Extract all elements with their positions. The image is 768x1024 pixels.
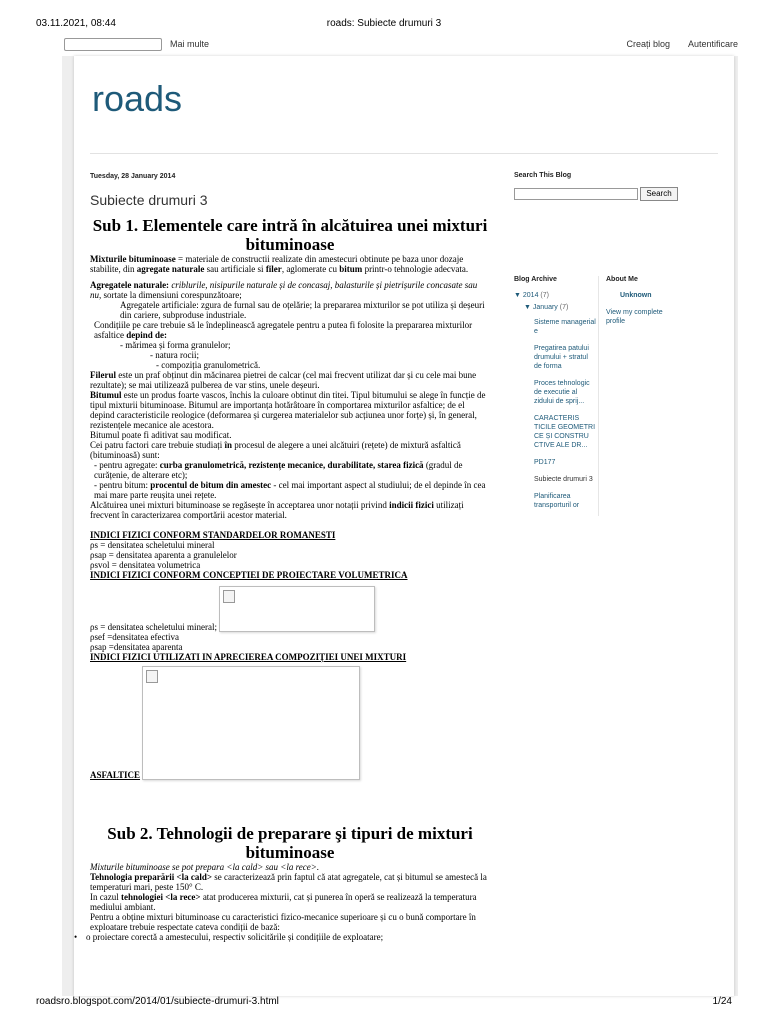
heading-asfaltice: ASFALTICE <box>90 770 141 780</box>
list-item: - natura rocii; <box>150 350 199 360</box>
archive-post-current[interactable]: Subiecte drumuri 3 <box>534 476 593 483</box>
triangle-down-icon[interactable]: ▼ <box>514 292 521 299</box>
formula-image-2 <box>142 666 360 780</box>
blog-content <box>74 56 734 996</box>
print-date: 03.11.2021, 08:44 <box>36 18 116 29</box>
text: (gradul de curățenie, de alterare etc); <box>94 460 463 480</box>
text: sortate la dimensiuni corespunzătoare; <box>101 290 242 300</box>
formula-image-1 <box>219 586 375 632</box>
paragraph-mixturi <box>90 254 490 274</box>
archive-post-link[interactable]: PD177 <box>534 459 556 466</box>
paragraph-bitum-factor <box>90 480 490 500</box>
paragraph-filer <box>90 370 490 390</box>
spacer <box>90 520 490 530</box>
text: este un produs foarte vascos, închis la culoare obtinut din titei. Tipul bitumului se alege în funcție de tipul mixturii bituminoase. Bitumul are importanța hotărâtoare în comportarea mixturilor asfaltice; de el depind caracteristicile reologice (deformarea și curgerea materialelor sub acțiunea unor forțe) și, în general, rezistențele mecanice ale acestora. <box>90 390 486 430</box>
paragraph-bitum-aditivat: Bitumul poate fi aditivat sau modificat. <box>90 430 232 440</box>
text: - cel mai important aspect al studiului; de el depinde în cea mai mare parte reușita unei rețete. <box>94 480 486 500</box>
archive-post-link[interactable]: CARACTERIS TICILE GEOMETRI CE ȘI CONSTRU CTIVE ALE DR... <box>534 415 596 449</box>
text: = materiale de constructii realizate din amestecuri obtinute pe baza unor dozaje stabilite, din <box>90 254 464 274</box>
text-italic: Mixturile bituminoase se pot prepara <la cald> sau <la rece>. <box>90 862 320 872</box>
text: sau artificiale si <box>204 264 266 274</box>
paragraph-bitum <box>90 390 490 430</box>
broken-image-icon <box>223 590 235 603</box>
text: - pentru agregate: <box>94 460 160 470</box>
post-column <box>74 172 490 996</box>
text: Condițiile pe care trebuie să le îndeplinească agregatele pentru a putea fi folosite la prepararea mixturilor asfaltice <box>94 320 473 340</box>
list-item: - compoziția granulometrică. <box>156 360 261 370</box>
archive-post-list <box>534 318 596 518</box>
text-bold: depind de: <box>126 330 167 340</box>
term-agregate-naturale: Agregatele naturale: <box>90 280 170 290</box>
print-title: roads: Subiecte drumuri 3 <box>326 18 442 29</box>
definition-item: ρsap =densitatea aparenta <box>90 642 183 652</box>
figure-row-2 <box>90 666 490 780</box>
text: , aglomerate cu <box>281 264 340 274</box>
text: In cazul <box>90 892 121 902</box>
header-divider <box>90 153 718 154</box>
text-bold: curba granulometrică, rezistențe mecanice, durabilitate, starea fizică <box>159 460 424 470</box>
term-mixturi: Mixturile bituminoase <box>90 254 176 264</box>
search-widget <box>514 187 684 201</box>
list-item-text: o proiectare corectă a amestecului, respectiv solicitările și condițiile de exploatare; <box>86 932 384 942</box>
search-input[interactable] <box>514 188 638 200</box>
heading-indici-2: INDICI FIZICI CONFORM CONCEPTIEI DE PROIECTARE VOLUMETRICA <box>90 570 408 580</box>
sidebar <box>514 172 714 509</box>
about-me <box>606 276 680 325</box>
term-bitum: Bitumul <box>90 390 122 400</box>
archive-post-link[interactable]: Planificarea transporturil or <box>534 493 580 509</box>
paragraph-preparare <box>90 862 490 872</box>
about-heading: About Me <box>606 276 638 283</box>
archive-month[interactable] <box>524 304 568 311</box>
definition-item: ρs = densitatea scheletului mineral; <box>90 622 218 632</box>
text: - pentru bitum: <box>94 480 151 490</box>
post-title[interactable]: Subiecte drumuri 3 <box>90 192 208 208</box>
archive-post-link[interactable]: Pregatirea patului drumului + stratul de forma <box>534 345 589 370</box>
navbar-more-link[interactable]: Mai multe <box>170 39 210 49</box>
archive-year-label[interactable]: 2014 <box>522 292 539 299</box>
figure-row-1 <box>90 586 490 632</box>
text: Cei patru factori care trebuie studiați <box>90 440 225 450</box>
post-date: Tuesday, 28 January 2014 <box>90 173 176 180</box>
text: utilizați frecvent în caracterizarea comportării acestor material. <box>90 500 464 520</box>
sub2-heading: Sub 2. Tehnologii de preparare şi tipuri de mixturi bituminoase <box>107 824 473 862</box>
heading-indici-3: INDICI FIZICI UTILIZATI IN APRECIEREA COMPOZIȚIEI UNEI MIXTURI <box>90 652 407 662</box>
paragraph-factori <box>90 440 490 460</box>
text-bold: Tehnologia preparării <la cald> <box>90 872 213 882</box>
term-agregate: agregate naturale <box>136 264 205 274</box>
list-item: - mărimea și forma granulelor; <box>120 340 231 350</box>
text: atat producerea mixturii, cat și punerea în operă se realizează la temperatura mediului ambiant. <box>90 892 477 912</box>
spacer <box>90 780 490 820</box>
login-link[interactable]: Autentificare <box>687 39 738 49</box>
text-italic: criblurile, nisipurile naturale și de concasaj, balasturile și pietrișurile concasate sau nu, <box>90 280 478 300</box>
term-filer: filer <box>265 264 282 274</box>
profile-link[interactable]: View my complete profile <box>606 309 663 325</box>
archive-year-count: (7) <box>540 292 549 299</box>
navbar-search-input[interactable] <box>64 38 162 51</box>
text: procesul de alegere a unei alcătuiri (rețete) de mixtură asfaltică (bituminoasă) sunt: <box>90 440 461 460</box>
triangle-down-icon[interactable]: ▼ <box>524 304 531 311</box>
definition-item: ρsap = densitatea aparenta a granulelelor <box>90 550 237 560</box>
column-divider <box>598 276 599 516</box>
archive-post-link[interactable]: Proces tehnologic de executie al zidului de sprij... <box>534 380 590 405</box>
paragraph-agregate-naturale <box>90 280 490 300</box>
archive-post-link[interactable]: Sisteme managerial e <box>534 319 596 335</box>
archive-year[interactable] <box>514 292 549 299</box>
definition-item: ρsvol = densitatea volumetrica <box>90 560 201 570</box>
archive-heading: Blog Archive <box>514 276 557 283</box>
text-bold: procentul de bitum din amestec <box>150 480 272 490</box>
paragraph-la-cald <box>90 872 490 892</box>
paragraph-alcatuire <box>90 500 490 520</box>
sub1-heading: Sub 1. Elementele care intră în alcătuirea unei mixturi bituminoase <box>92 216 488 254</box>
text: printr-o tehnologie adecvata. <box>362 264 469 274</box>
print-footer-url: roadsro.blogspot.com/2014/01/subiecte-drumuri-3.html <box>36 996 279 1007</box>
list-item <box>74 932 490 942</box>
definition-item: ρsef =densitatea efectiva <box>90 632 180 642</box>
text-bold: în <box>224 440 232 450</box>
paragraph-la-rece <box>90 892 490 912</box>
text-bold: tehnologiei <la rece> <box>120 892 201 902</box>
create-blog-link[interactable]: Creați blog <box>626 39 670 49</box>
post-body <box>74 216 490 942</box>
author-name-link[interactable]: Unknown <box>620 292 652 299</box>
text: se caracterizează prin faptul că atat agregatele, cat și bitumul se amestecă la temperaturi mari, peste 150° C. <box>90 872 487 892</box>
term-filer: Filerul <box>90 370 116 380</box>
print-header <box>0 0 768 36</box>
bullet-icon: • <box>74 932 78 942</box>
text: Alcătuirea unei mixturi bituminoase se regăsește în acceptarea unor notații privind <box>90 500 390 510</box>
paragraph-conditii <box>90 320 490 340</box>
print-page-number: 1/24 <box>712 996 732 1007</box>
paragraph-conditii-baza: Pentru a obține mixturi bituminoase cu caracteristici fizico-mecanice superioare și cu o bună comportare în exploatare trebuie respectate cateva condiții de bază: <box>90 912 476 932</box>
search-heading: Search This Blog <box>514 172 572 179</box>
broken-image-icon <box>146 670 158 683</box>
archive-month-label[interactable]: January <box>532 304 558 311</box>
search-button[interactable]: Search <box>640 187 678 201</box>
text-bold: indicii fizici <box>389 500 434 510</box>
definition-item: ρs = densitatea scheletului mineral <box>90 540 215 550</box>
paragraph-agregate-factor <box>90 460 490 480</box>
blog-title[interactable]: roads <box>92 78 183 119</box>
text: este un praf obținut din măcinarea pietrei de calcar (cel mai frecvent utilizat dar și cu cele mai bune rezultate); se mai utilizează pulberea de var stins, unele deșeuri. <box>90 370 477 390</box>
blogger-navbar <box>62 36 738 54</box>
archive-month-count: (7) <box>559 304 569 311</box>
term-bitum: bitum <box>339 264 363 274</box>
heading-indici-1: INDICI FIZICI CONFORM STANDARDELOR ROMANESTI <box>90 530 336 540</box>
blog-archive <box>514 276 596 509</box>
paragraph-agregate-artificiale: Agregatele artificiale: zgura de furnal sau de oțelărie; la prepararea mixturilor se pot utiliza și deșeuri din cariere, subproduse industriale. <box>120 300 485 320</box>
